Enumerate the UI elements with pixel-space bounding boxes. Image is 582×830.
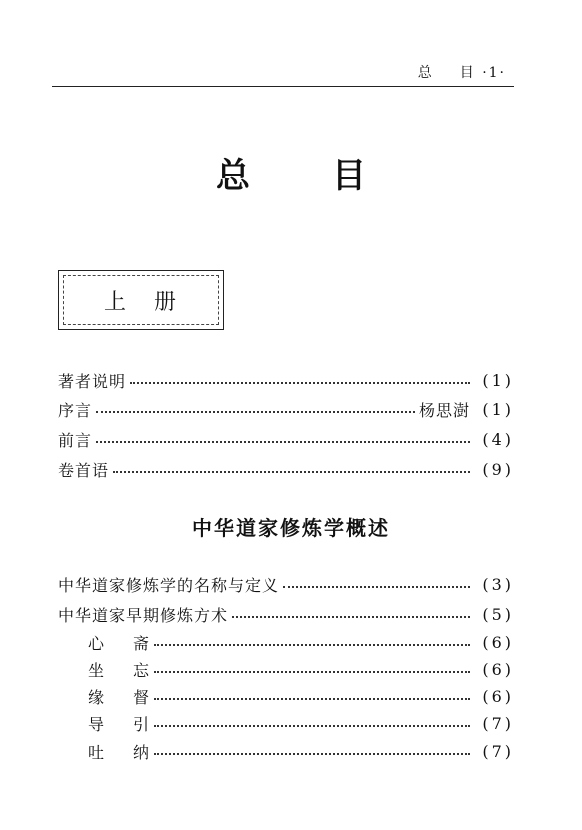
volume-label-box [58,270,224,330]
toc-subentry-char-a: 导 [88,714,106,734]
toc-entry-early-methods[interactable] [58,603,514,625]
volume-char-b: 册 [154,290,179,315]
toc-entry-page: (9) [482,459,514,479]
volume-label [59,285,223,316]
toc-subentry-char-a: 心 [88,633,106,653]
toc-entry-authors-note[interactable] [58,369,514,391]
dot-leader [154,671,470,673]
dot-leader [96,441,470,443]
toc-subentry-char-b: 引 [133,714,151,734]
toc-entry-page: (6) [482,686,514,706]
toc-subentry-char-a: 缘 [88,687,106,707]
dot-leader [154,753,470,755]
toc-entry-page: (7) [482,713,514,733]
toc-subentry-title [88,658,150,681]
running-title-char-a: 总 [417,65,434,81]
toc-entry-title: 卷首语 [58,460,110,480]
toc-subentry-title [88,712,150,735]
toc-subentry-title [88,631,150,654]
toc-entry-page: (5) [482,604,514,624]
toc-subentry[interactable] [88,658,514,680]
title-char-b: 目 [332,156,366,196]
toc-entry-preface[interactable] [58,398,514,420]
section-title: 中华道家修炼学概述 [192,516,390,540]
toc-entry-page: (1) [482,399,514,419]
toc-entry-title: 前言 [58,430,93,450]
dot-leader [96,411,415,413]
toc-entry-title: 序言 [58,400,93,420]
toc-entry-name-and-definition[interactable] [58,573,514,595]
toc-entry-title: 著者说明 [58,371,127,391]
toc-subentry-char-a: 吐 [88,742,106,762]
running-header-text [418,62,506,82]
toc-entry-page: (4) [482,429,514,449]
toc-subentry-char-a: 坐 [88,660,106,680]
toc-entry-opening-words[interactable] [58,458,514,480]
toc-subentry[interactable] [88,631,514,653]
toc-subentry-title [88,685,150,708]
dot-leader [283,586,470,588]
toc-subentry[interactable] [88,712,514,734]
toc-entry-page: (6) [482,632,514,652]
toc-subentry-char-b: 纳 [133,742,151,762]
dot-leader [154,725,470,727]
toc-entry-title: 中华道家修炼学的名称与定义 [58,575,280,595]
toc-entry-page: (7) [482,741,514,761]
volume-char-a: 上 [103,290,128,315]
running-title-char-b: 目 [459,65,476,81]
running-header [0,62,582,82]
toc-subentry[interactable] [88,685,514,707]
toc-entry-page: (6) [482,659,514,679]
toc-entry-foreword[interactable] [58,428,514,450]
page-title [0,148,582,197]
page-number: ·1· [482,65,506,81]
toc-subentry-char-b: 忘 [133,660,151,680]
toc-entry-author: 杨思澍 [418,400,470,420]
dot-leader [232,616,470,618]
toc-subentry[interactable] [88,740,514,762]
toc-subentry-char-b: 督 [133,687,151,707]
toc-entry-title: 中华道家早期修炼方术 [58,605,229,625]
dot-leader [113,471,470,473]
toc-entry-page: (1) [482,370,514,390]
dot-leader [130,382,470,384]
header-rule [52,86,514,87]
toc-entry-page: (3) [482,574,514,594]
toc-subentry-title [88,740,150,763]
toc-subentry-char-b: 斋 [133,633,151,653]
dot-leader [154,644,470,646]
title-char-a: 总 [216,156,250,196]
dot-leader [154,698,470,700]
